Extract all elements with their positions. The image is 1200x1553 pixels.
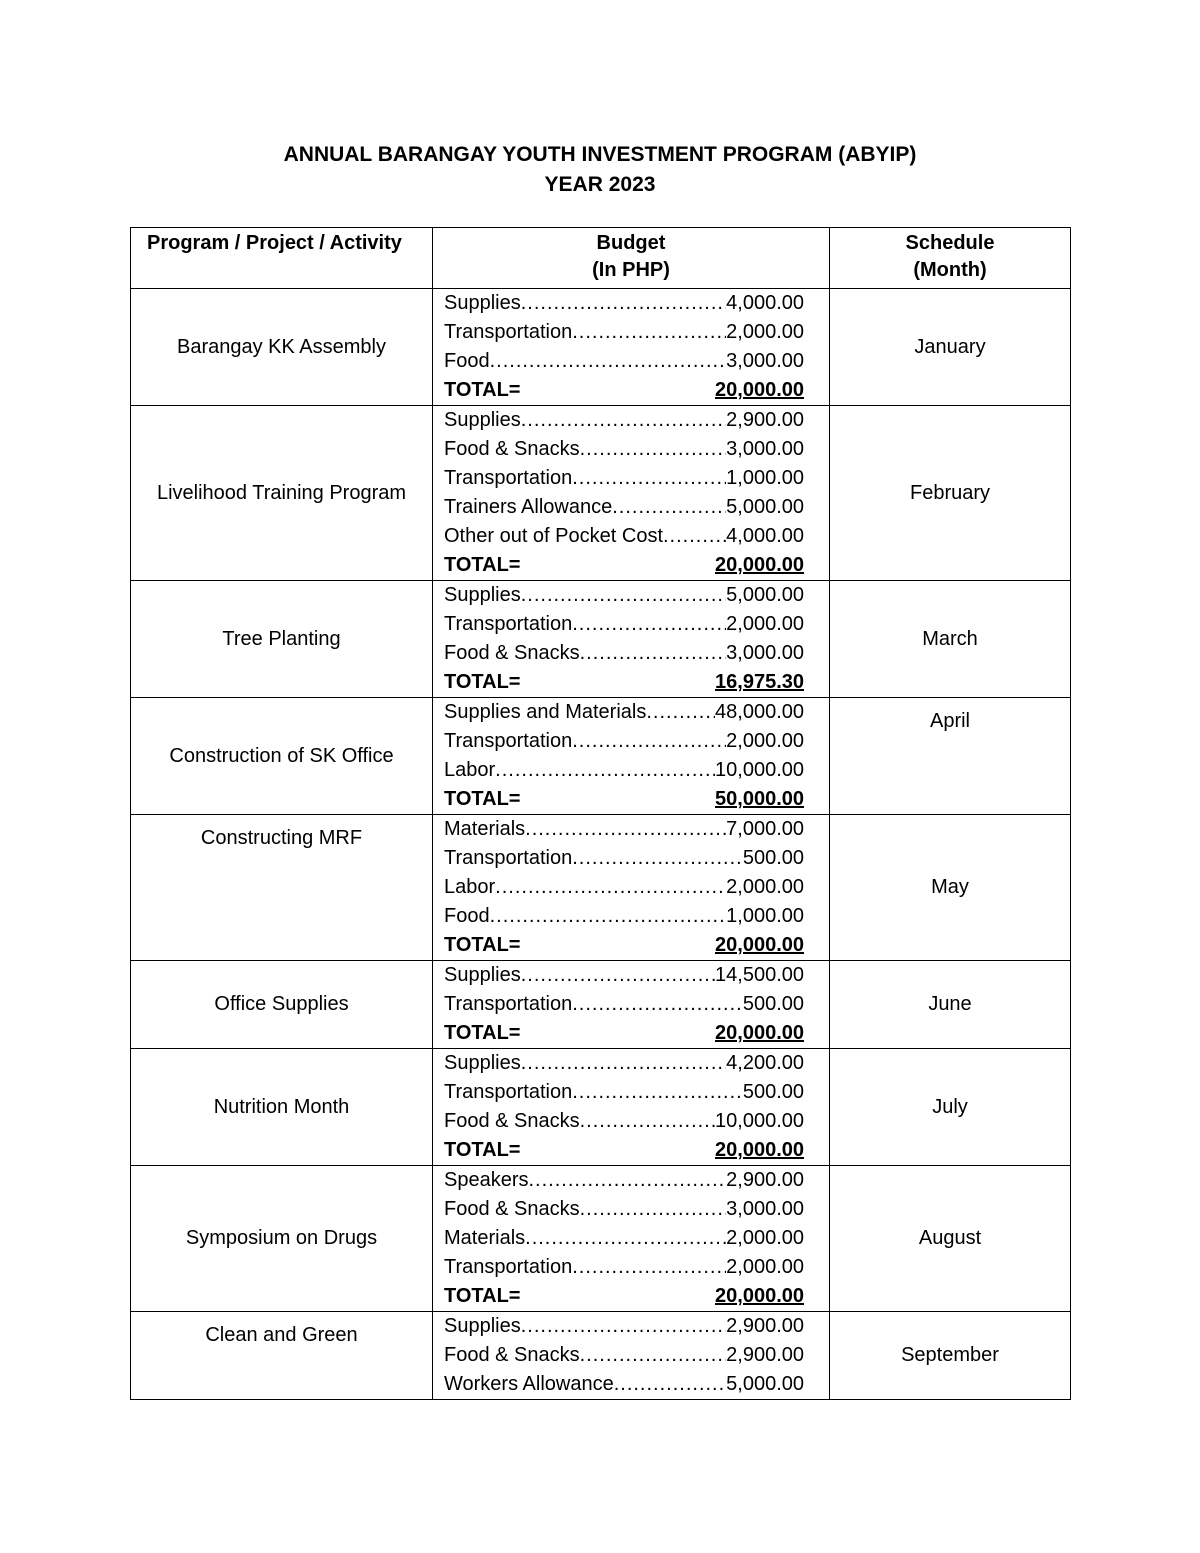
budget-item-label: Labor (444, 876, 496, 898)
budget-item-amount: 2,000.00 (726, 1227, 804, 1249)
schedule-cell: July (830, 1049, 1071, 1166)
budget-line-item (444, 961, 804, 990)
total-amount: 20,000.00 (715, 934, 804, 956)
budget-line-item (444, 1253, 804, 1282)
budget-item-label: Materials (444, 818, 526, 840)
budget-line-item (444, 1049, 804, 1078)
budget-item-amount: 2,900.00 (726, 409, 804, 431)
budget-item-amount: 2,900.00 (726, 1169, 804, 1191)
dot-leader (521, 581, 726, 610)
table-row (131, 406, 1071, 581)
budget-total-line (444, 668, 804, 697)
table-header-row (131, 228, 1071, 289)
budget-item-amount: 500.00 (742, 847, 804, 869)
budget-line-item (444, 435, 804, 464)
budget-line-item (444, 1341, 804, 1370)
budget-item-label: Transportation (444, 467, 573, 489)
budget-total-line (444, 1136, 804, 1165)
total-label: TOTAL= (444, 1139, 521, 1161)
budget-item-label: Transportation (444, 730, 573, 752)
budget-item-amount: 7,000.00 (726, 818, 804, 840)
program-cell: Construction of SK Office (131, 698, 433, 815)
table-row (131, 1312, 1071, 1400)
table-row (131, 815, 1071, 961)
total-amount: 16,975.30 (715, 671, 804, 693)
dot-leader (525, 1224, 726, 1253)
budget-line-item (444, 289, 804, 318)
budget-total-line (444, 1282, 804, 1311)
budget-item-label: Transportation (444, 613, 573, 635)
budget-item-label: Transportation (444, 1081, 573, 1103)
total-label: TOTAL= (444, 1285, 521, 1307)
dot-leader (521, 406, 726, 435)
budget-line-item (444, 1312, 804, 1341)
budget-line-item (444, 815, 804, 844)
program-cell: Office Supplies (131, 961, 433, 1049)
budget-item-amount: 14,500.00 (715, 964, 804, 986)
budget-cell (433, 406, 830, 581)
budget-item-amount: 5,000.00 (726, 496, 804, 518)
budget-item-amount: 48,000.00 (715, 701, 804, 723)
total-amount: 50,000.00 (715, 788, 804, 810)
budget-item-label: Labor (444, 759, 496, 781)
budget-item-label: Transportation (444, 847, 573, 869)
budget-line-item (444, 1370, 804, 1399)
budget-line-item (444, 873, 804, 902)
dot-leader (572, 990, 743, 1019)
header-program: Program / Project / Activity (131, 228, 433, 289)
table-row (131, 1166, 1071, 1312)
dot-leader (614, 1370, 726, 1399)
budget-item-amount: 500.00 (742, 1081, 804, 1103)
budget-cell (433, 698, 830, 815)
budget-line-item (444, 1224, 804, 1253)
schedule-cell: January (830, 289, 1071, 406)
schedule-cell: February (830, 406, 1071, 581)
budget-line-item (444, 902, 804, 931)
dot-leader (529, 1166, 727, 1195)
budget-item-amount: 1,000.00 (726, 467, 804, 489)
budget-line-item (444, 990, 804, 1019)
header-schedule: Schedule (Month) (830, 228, 1071, 289)
budget-item-amount: 2,900.00 (726, 1315, 804, 1337)
document-title (0, 140, 1200, 200)
budget-item-amount: 3,000.00 (726, 1198, 804, 1220)
budget-item-amount: 10,000.00 (715, 1110, 804, 1132)
budget-line-item (444, 493, 804, 522)
budget-item-amount: 5,000.00 (726, 584, 804, 606)
budget-line-item (444, 318, 804, 347)
budget-item-label: Transportation (444, 1256, 573, 1278)
dot-leader (580, 1195, 727, 1224)
dot-leader (572, 1078, 743, 1107)
budget-cell (433, 581, 830, 698)
dot-leader (525, 815, 726, 844)
budget-item-label: Transportation (444, 321, 573, 343)
abyip-table (130, 227, 1071, 1400)
budget-line-item (444, 1195, 804, 1224)
budget-item-label: Food & Snacks (444, 642, 580, 664)
program-cell: Livelihood Training Program (131, 406, 433, 581)
budget-line-item (444, 581, 804, 610)
schedule-cell: April (830, 698, 1071, 815)
table-row (131, 289, 1071, 406)
dot-leader (521, 1049, 726, 1078)
budget-item-label: Materials (444, 1227, 526, 1249)
schedule-cell: June (830, 961, 1071, 1049)
budget-item-amount: 4,200.00 (726, 1052, 804, 1074)
budget-item-amount: 3,000.00 (726, 642, 804, 664)
budget-line-item (444, 1166, 804, 1195)
budget-item-label: Transportation (444, 993, 573, 1015)
dot-leader (612, 493, 726, 522)
budget-item-amount: 2,000.00 (726, 1256, 804, 1278)
budget-item-label: Food & Snacks (444, 1344, 580, 1366)
total-label: TOTAL= (444, 379, 521, 401)
schedule-cell: August (830, 1166, 1071, 1312)
budget-line-item (444, 610, 804, 639)
budget-item-label: Supplies and Materials (444, 701, 647, 723)
total-label: TOTAL= (444, 671, 521, 693)
budget-item-amount: 2,000.00 (726, 321, 804, 343)
dot-leader (495, 756, 715, 785)
budget-item-amount: 2,000.00 (726, 876, 804, 898)
dot-leader (580, 1341, 727, 1370)
schedule-cell: March (830, 581, 1071, 698)
budget-item-amount: 5,000.00 (726, 1373, 804, 1395)
dot-leader (572, 844, 743, 873)
budget-line-item (444, 464, 804, 493)
budget-item-label: Food & Snacks (444, 438, 580, 460)
total-amount: 20,000.00 (715, 1022, 804, 1044)
budget-total-line (444, 931, 804, 960)
budget-item-amount: 2,900.00 (726, 1344, 804, 1366)
budget-line-item (444, 1078, 804, 1107)
title-line-1: ANNUAL BARANGAY YOUTH INVESTMENT PROGRAM (ABYIP) (283, 143, 917, 166)
budget-item-label: Food (444, 905, 490, 927)
budget-total-line (444, 1019, 804, 1048)
budget-item-label: Supplies (444, 964, 521, 986)
total-label: TOTAL= (444, 554, 521, 576)
budget-item-label: Supplies (444, 292, 521, 314)
table-row (131, 961, 1071, 1049)
budget-line-item (444, 698, 804, 727)
dot-leader (490, 347, 727, 376)
dot-leader (521, 961, 715, 990)
budget-total-line (444, 376, 804, 405)
dot-leader (580, 1107, 715, 1136)
dot-leader (663, 522, 726, 551)
program-cell: Nutrition Month (131, 1049, 433, 1166)
budget-line-item (444, 406, 804, 435)
total-amount: 20,000.00 (715, 1285, 804, 1307)
dot-leader (490, 902, 727, 931)
budget-line-item (444, 844, 804, 873)
budget-item-label: Food & Snacks (444, 1110, 580, 1132)
total-label: TOTAL= (444, 1022, 521, 1044)
budget-item-label: Food (444, 350, 490, 372)
budget-total-line (444, 551, 804, 580)
header-budget: Budget (In PHP) (433, 228, 830, 289)
budget-cell (433, 815, 830, 961)
budget-item-amount: 4,000.00 (726, 292, 804, 314)
program-cell: Constructing MRF (131, 815, 433, 961)
budget-cell (433, 1312, 830, 1400)
dot-leader (580, 639, 727, 668)
dot-leader (521, 289, 726, 318)
dot-leader (572, 464, 726, 493)
budget-item-amount: 3,000.00 (726, 350, 804, 372)
budget-line-item (444, 347, 804, 376)
program-cell: Barangay KK Assembly (131, 289, 433, 406)
total-amount: 20,000.00 (715, 379, 804, 401)
dot-leader (572, 1253, 726, 1282)
budget-item-label: Speakers (444, 1169, 529, 1191)
dot-leader (572, 610, 726, 639)
total-label: TOTAL= (444, 934, 521, 956)
program-cell: Symposium on Drugs (131, 1166, 433, 1312)
total-amount: 20,000.00 (715, 554, 804, 576)
budget-item-amount: 2,000.00 (726, 730, 804, 752)
schedule-cell: September (830, 1312, 1071, 1400)
budget-item-label: Trainers Allowance (444, 496, 613, 518)
table-row (131, 698, 1071, 815)
budget-total-line (444, 785, 804, 814)
budget-line-item (444, 1107, 804, 1136)
dot-leader (646, 698, 715, 727)
budget-item-label: Supplies (444, 1052, 521, 1074)
program-cell: Tree Planting (131, 581, 433, 698)
budget-cell (433, 961, 830, 1049)
budget-item-label: Supplies (444, 1315, 521, 1337)
budget-item-amount: 1,000.00 (726, 905, 804, 927)
program-cell: Clean and Green (131, 1312, 433, 1400)
budget-line-item (444, 522, 804, 551)
budget-item-amount: 2,000.00 (726, 613, 804, 635)
table-row (131, 581, 1071, 698)
budget-item-amount: 500.00 (742, 993, 804, 1015)
total-amount: 20,000.00 (715, 1139, 804, 1161)
title-line-2: YEAR 2023 (544, 173, 656, 196)
budget-line-item (444, 756, 804, 785)
dot-leader (572, 727, 726, 756)
total-label: TOTAL= (444, 788, 521, 810)
budget-item-label: Food & Snacks (444, 1198, 580, 1220)
budget-cell (433, 289, 830, 406)
dot-leader (572, 318, 726, 347)
budget-line-item (444, 639, 804, 668)
budget-cell (433, 1166, 830, 1312)
budget-cell (433, 1049, 830, 1166)
budget-item-amount: 3,000.00 (726, 438, 804, 460)
budget-item-amount: 10,000.00 (715, 759, 804, 781)
budget-item-amount: 4,000.00 (726, 525, 804, 547)
schedule-cell: May (830, 815, 1071, 961)
budget-item-label: Supplies (444, 584, 521, 606)
budget-item-label: Workers Allowance (444, 1373, 614, 1395)
dot-leader (580, 435, 727, 464)
budget-item-label: Other out of Pocket Cost (444, 525, 663, 547)
dot-leader (521, 1312, 726, 1341)
table-row (131, 1049, 1071, 1166)
budget-item-label: Supplies (444, 409, 521, 431)
dot-leader (495, 873, 726, 902)
budget-line-item (444, 727, 804, 756)
